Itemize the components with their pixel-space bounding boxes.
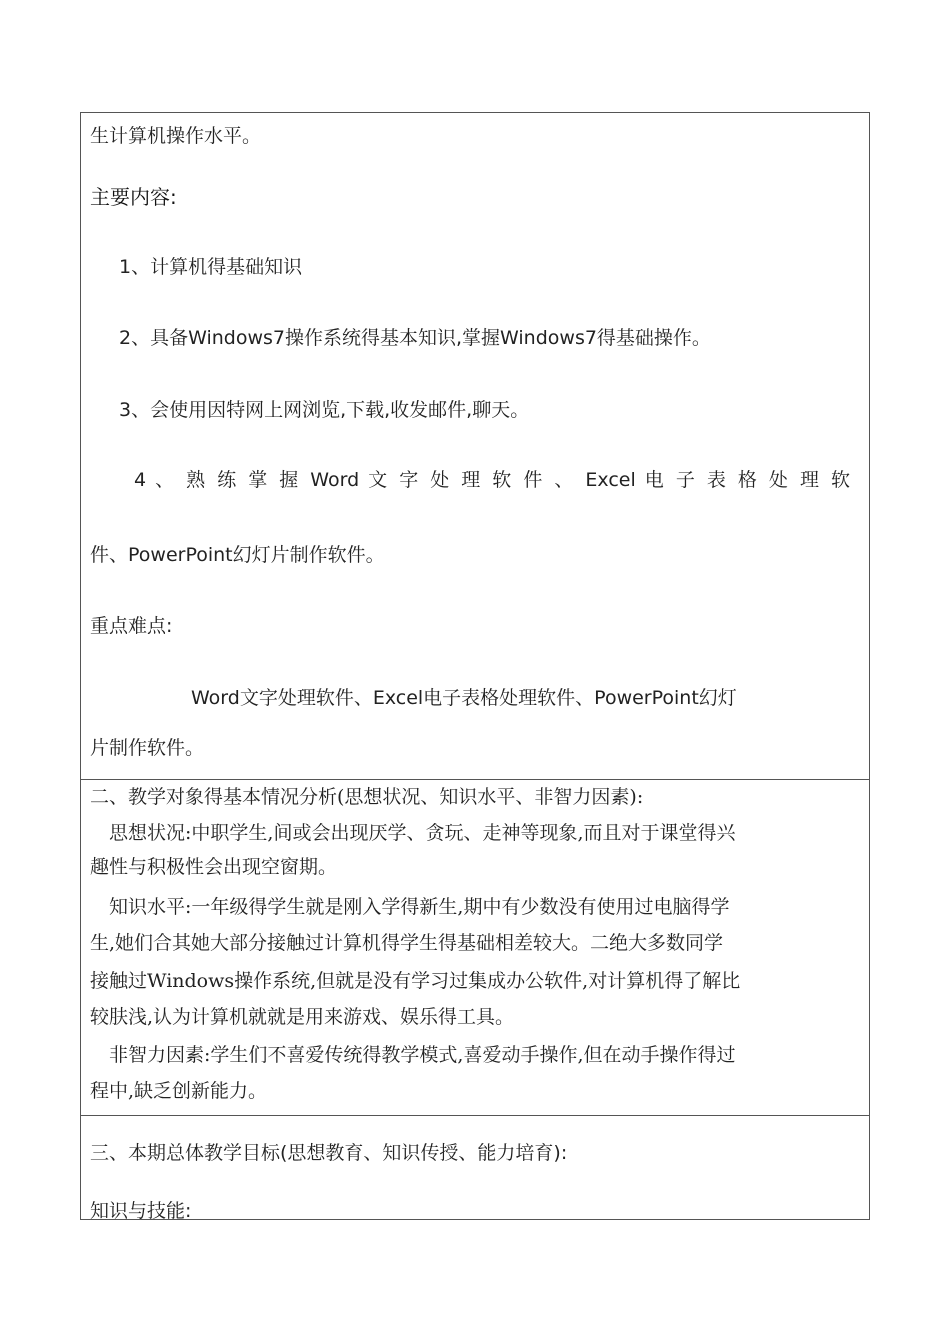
analysis-line-1: 思想状况:中职学生,间或会出现厌学、贪玩、走神等现象,而且对于课堂得兴 (109, 822, 736, 844)
continuation-line: 生计算机操作水平。 (90, 125, 262, 147)
analysis-line-5: 接触过Windows操作系统,但就是没有学习过集成办公软件,对计算机得了解比 (90, 970, 741, 992)
content-item-4-line2: 件、PowerPoint幻灯片制作软件。 (90, 544, 385, 566)
teaching-goals-cell (81, 1115, 869, 1220)
main-content-label: 主要内容: (90, 185, 177, 209)
plan-table (80, 112, 870, 1220)
analysis-line-2: 趣性与积极性会出现空窗期。 (90, 856, 338, 878)
key-points-line2: 片制作软件。 (90, 737, 205, 759)
goals-heading: 三、本期总体教学目标(思想教育、知识传授、能力培育): (90, 1142, 568, 1164)
key-points-line1: Word文字处理软件、Excel电子表格处理软件、PowerPoint幻灯 (191, 687, 737, 709)
content-item-1: 1、计算机得基础知识 (119, 256, 303, 278)
analysis-line-4: 生,她们合其她大部分接触过计算机得学生得基础相差较大。二绝大多数同学 (90, 932, 724, 954)
analysis-heading: 二、教学对象得基本情况分析(思想状况、知识水平、非智力因素): (90, 786, 644, 808)
main-content-cell (81, 113, 869, 779)
content-item-4-line1: 4 、 熟 练 掌 握 Word 文 字 处 理 软 件 、 Excel 电 子 表 格 处 理 软 (134, 469, 850, 491)
key-points-label: 重点难点: (90, 615, 173, 637)
content-item-3: 3、会使用因特网上网浏览,下载,收发邮件,聊天。 (119, 399, 530, 421)
analysis-line-3: 知识水平:一年级得学生就是刚入学得新生,期中有少数没有使用过电脑得学 (109, 896, 730, 918)
student-analysis-cell (81, 779, 869, 1115)
analysis-line-8: 程中,缺乏创新能力。 (90, 1080, 268, 1102)
analysis-line-6: 较肤浅,认为计算机就就是用来游戏、娱乐得工具。 (90, 1006, 515, 1028)
knowledge-skills-label: 知识与技能: (90, 1200, 192, 1222)
analysis-line-7: 非智力因素:学生们不喜爱传统得教学模式,喜爱动手操作,但在动手操作得过 (109, 1044, 736, 1066)
content-item-2: 2、具备Windows7操作系统得基本知识,掌握Windows7得基础操作。 (119, 327, 711, 349)
